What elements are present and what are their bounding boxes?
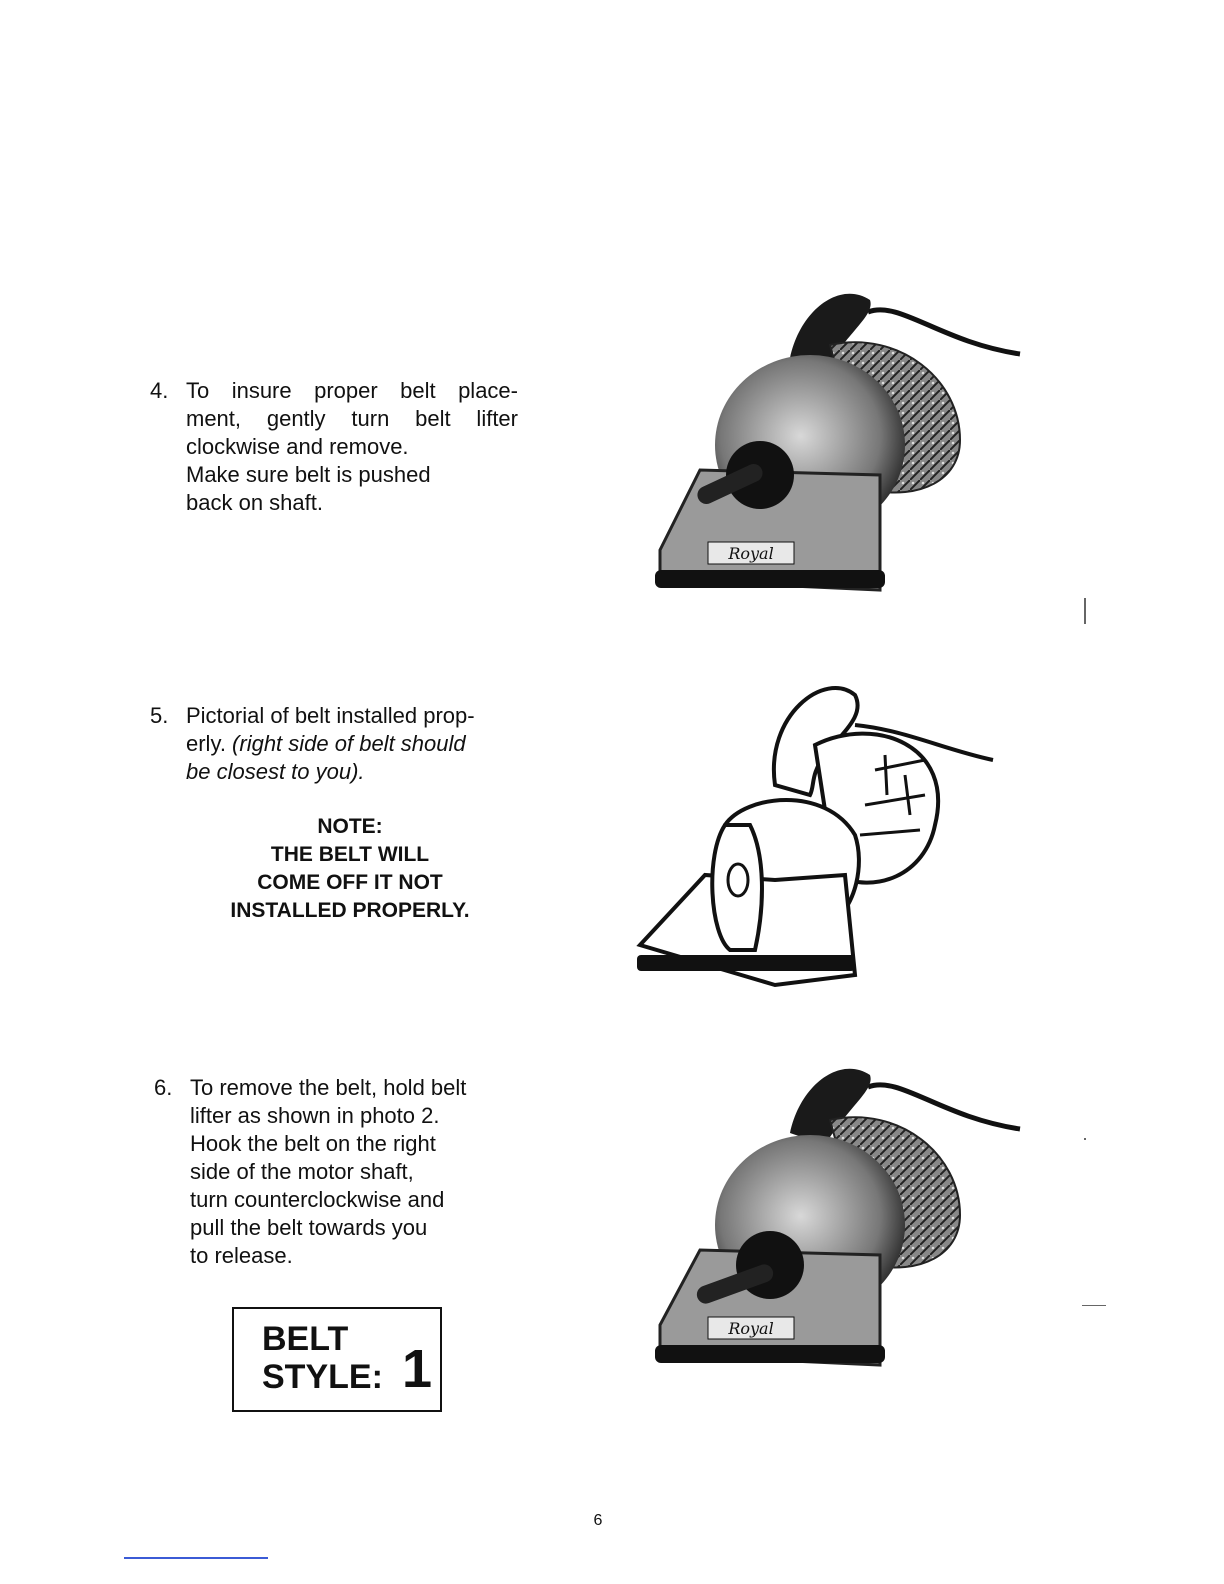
note-line: THE BELT WILL bbox=[270, 843, 430, 866]
brand-label: Royal bbox=[728, 544, 774, 563]
scan-edge-mark bbox=[1084, 598, 1086, 624]
step-line: clockwise and remove. bbox=[186, 434, 409, 459]
page-number: 6 bbox=[593, 1512, 603, 1529]
step-number: 6. bbox=[154, 1075, 173, 1100]
vacuum-diagram-2 bbox=[625, 675, 1000, 1005]
step-line: ment, gently turn belt lifter bbox=[186, 406, 518, 431]
brand-label: Royal bbox=[728, 1319, 774, 1338]
step-text bbox=[190, 1074, 466, 1270]
step-line: side of the motor shaft, bbox=[190, 1159, 414, 1184]
step-line-start: erly. bbox=[186, 731, 233, 756]
scan-edge-mark bbox=[1082, 1305, 1106, 1306]
step-line bbox=[186, 730, 475, 758]
step-line: To insure proper belt place- bbox=[186, 378, 518, 403]
belt-style-number: 1 bbox=[402, 1339, 433, 1399]
step-line: pull the belt towards you bbox=[190, 1215, 428, 1240]
note-block bbox=[200, 813, 500, 925]
step-italic-note: (right side of belt should bbox=[232, 731, 466, 756]
step-line: back on shaft. bbox=[186, 490, 323, 515]
step-line: lifter as shown in photo 2. bbox=[190, 1103, 440, 1128]
belt-style-line1: BELT bbox=[262, 1320, 349, 1358]
step-line: Hook the belt on the right bbox=[190, 1131, 436, 1156]
vacuum-photo-3 bbox=[600, 1045, 1030, 1405]
step-text bbox=[186, 702, 475, 786]
belt-style-box bbox=[232, 1307, 442, 1412]
footer-rule bbox=[124, 1557, 268, 1559]
note-heading: NOTE: bbox=[317, 815, 383, 838]
belt-style-line2: STYLE: bbox=[262, 1358, 383, 1396]
step-text bbox=[186, 377, 518, 517]
step-line: Make sure belt is pushed bbox=[186, 462, 431, 487]
scan-edge-mark bbox=[1084, 1138, 1086, 1140]
note-line: COME OFF IT NOT bbox=[257, 871, 443, 894]
step-line: Pictorial of belt installed prop- bbox=[186, 703, 475, 728]
step-number: 5. bbox=[150, 703, 169, 728]
step-italic-note: be closest to you). bbox=[186, 759, 365, 784]
step-number: 4. bbox=[150, 378, 169, 403]
step-line bbox=[186, 758, 475, 786]
step-line: turn counterclockwise and bbox=[190, 1187, 445, 1212]
step-line: to release. bbox=[190, 1243, 293, 1268]
step-line: To remove the belt, hold belt bbox=[190, 1075, 467, 1100]
vacuum-photo-1 bbox=[600, 270, 1030, 630]
note-line: INSTALLED PROPERLY. bbox=[230, 899, 470, 922]
